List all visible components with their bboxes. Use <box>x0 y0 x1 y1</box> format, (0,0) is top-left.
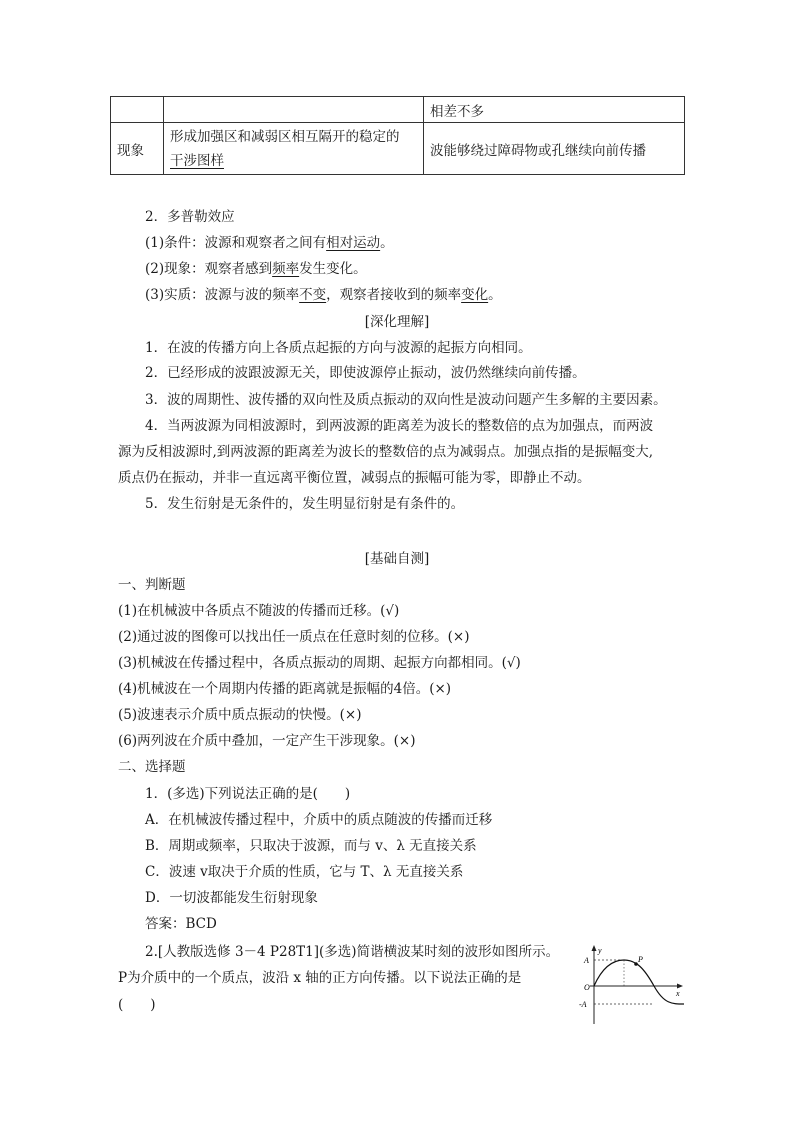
p-label: P <box>638 955 643 964</box>
paragraph: 3．波的周期性、波传播的双向性及质点振动的双向性是波动问题产生多解的主要因素。 <box>145 392 667 408</box>
table-row <box>111 97 685 123</box>
table-cell <box>164 123 424 175</box>
question-line: ( ) <box>118 997 156 1013</box>
doppler-condition: (1)条件：波源和观察者之间有相对运动。 <box>145 235 394 251</box>
judgement-item: (4)机械波在一个周期内传播的距离就是振幅的4倍。(×) <box>118 681 452 697</box>
cell-line: 干涉图样 <box>170 152 224 169</box>
comparison-table <box>110 96 685 175</box>
paragraph: 2．已经形成的波跟波源无关，即使波源停止振动，波仍然继续向前传播。 <box>145 365 586 381</box>
table-cell <box>111 97 164 123</box>
judgement-item: (6)两列波在介质中叠加，一定产生干涉现象。(×) <box>118 733 416 749</box>
doppler-phenomenon: (2)现象：观察者感到频率发生变化。 <box>145 261 367 277</box>
paragraph: 4．当两波源为同相波源时，到两波源的距离差为波长的整数倍的点为加强点，而两波 <box>145 418 654 434</box>
subsection-title: 二、选择题 <box>118 759 186 775</box>
judgement-item: (5)波速表示介质中质点振动的快慢。(×) <box>118 707 362 723</box>
wave-graph <box>576 944 686 1026</box>
option: D．一切波都能发生衍射现象 <box>145 890 318 906</box>
table-cell <box>164 97 424 123</box>
paragraph: 源为反相波源时,到两波源的距离差为波长的整数倍的点为减弱点。加强点指的是振幅变大, <box>118 444 654 460</box>
option: C．波速 v取决于介质的性质，它与 T、λ 无直接关系 <box>145 864 464 880</box>
table-cell: 现象 <box>111 123 164 175</box>
answer: 答案：BCD <box>145 916 217 932</box>
section-header: [基础自测] <box>364 551 430 567</box>
section-header: [深化理解] <box>364 314 430 330</box>
paragraph: 5．发生衍射是无条件的，发生明显衍射是有条件的。 <box>145 496 465 512</box>
subsection-title: 一、判断题 <box>118 577 186 593</box>
doppler-essence: (3)实质：波源与波的频率不变，观察者接收到的频率变化。 <box>145 287 502 303</box>
y-axis-arrow <box>592 945 597 951</box>
neg-a-label: -A <box>579 1000 587 1009</box>
judgement-item: (1)在机械波中各质点不随波的传播而迁移。(√) <box>118 603 400 619</box>
option: B．周期或频率，只取决于波源，而与 v、λ 无直接关系 <box>145 838 477 854</box>
a-label: A <box>584 956 589 965</box>
origin-label: O <box>584 983 590 992</box>
cell-line: 形成加强区和减弱区相互隔开的稳定的 <box>170 128 400 145</box>
y-label: y <box>598 946 602 955</box>
x-label: x <box>676 989 680 998</box>
doppler-title: 2．多普勒效应 <box>145 209 235 225</box>
question-line: P为介质中的一个质点，波沿 x 轴的正方向传播。以下说法正确的是 <box>118 970 522 986</box>
option: A．在机械波传播过程中，介质中的质点随波的传播而迁移 <box>145 812 493 828</box>
paragraph: 1．在波的传播方向上各质点起振的方向与波源的起振方向相同。 <box>145 340 532 356</box>
x-axis-arrow <box>677 984 683 989</box>
question: 1．(多选)下列说法正确的是( ) <box>145 786 351 802</box>
table-cell: 波能够绕过障碍物或孔继续向前传播 <box>424 123 685 175</box>
wave-curve <box>594 960 684 1004</box>
paragraph: 质点仍在振动，并非一直远离平衡位置，减弱点的振幅可能为零，即静止不动。 <box>118 470 591 486</box>
judgement-item: (2)通过波的图像可以找出任一质点在任意时刻的位移。(×) <box>118 629 470 645</box>
table-cell: 相差不多 <box>424 97 685 123</box>
question: 2.[人教版选修 3－4 P28T1](多选)简谐横波某时刻的波形如图所示。 <box>145 944 560 960</box>
judgement-item: (3)机械波在传播过程中，各质点振动的周期、起振方向都相同。(√) <box>118 655 521 671</box>
table-row <box>111 123 685 175</box>
